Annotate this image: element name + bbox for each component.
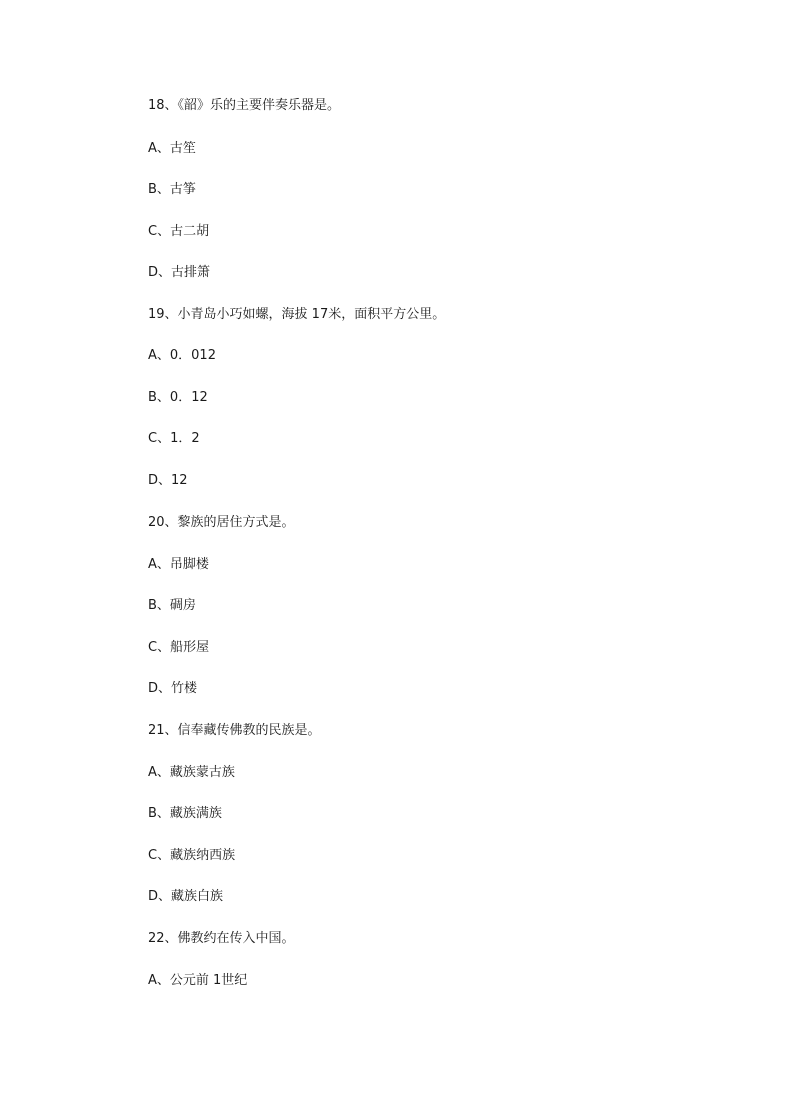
question-21-stem: 21、信奉藏传佛教的民族是。 (148, 723, 321, 738)
question-20-option-d: D、竹楼 (148, 681, 198, 696)
question-22-stem: 22、佛教约在传入中国。 (148, 931, 295, 946)
question-18-option-a: A、古笙 (148, 141, 196, 156)
question-20-option-b: B、碉房 (148, 598, 196, 613)
question-19-option-c: C、1．2 (148, 431, 200, 446)
question-21-option-c: C、藏族纳西族 (148, 848, 236, 863)
question-20-option-c: C、船形屋 (148, 640, 210, 655)
question-19-option-b: B、0．12 (148, 390, 208, 405)
question-21-option-b: B、藏族满族 (148, 806, 222, 821)
question-18-stem: 18、《韶》乐的主要伴奏乐器是。 (148, 98, 341, 113)
question-21-option-d: D、藏族白族 (148, 889, 224, 904)
question-20-option-a: A、吊脚楼 (148, 557, 209, 572)
question-19-option-a: A、0．012 (148, 348, 216, 363)
question-19-stem: 19、小青岛小巧如螺，海拔 17米，面积平方公里。 (148, 307, 446, 322)
question-19-option-d: D、12 (148, 473, 188, 488)
question-21-option-a: A、藏族蒙古族 (148, 765, 235, 780)
question-20-stem: 20、黎族的居住方式是。 (148, 515, 295, 530)
question-18-option-b: B、古筝 (148, 182, 196, 197)
question-18-option-d: D、古排箫 (148, 265, 211, 280)
question-18-option-c: C、古二胡 (148, 224, 210, 239)
question-22-option-a: A、公元前 1世纪 (148, 973, 248, 988)
